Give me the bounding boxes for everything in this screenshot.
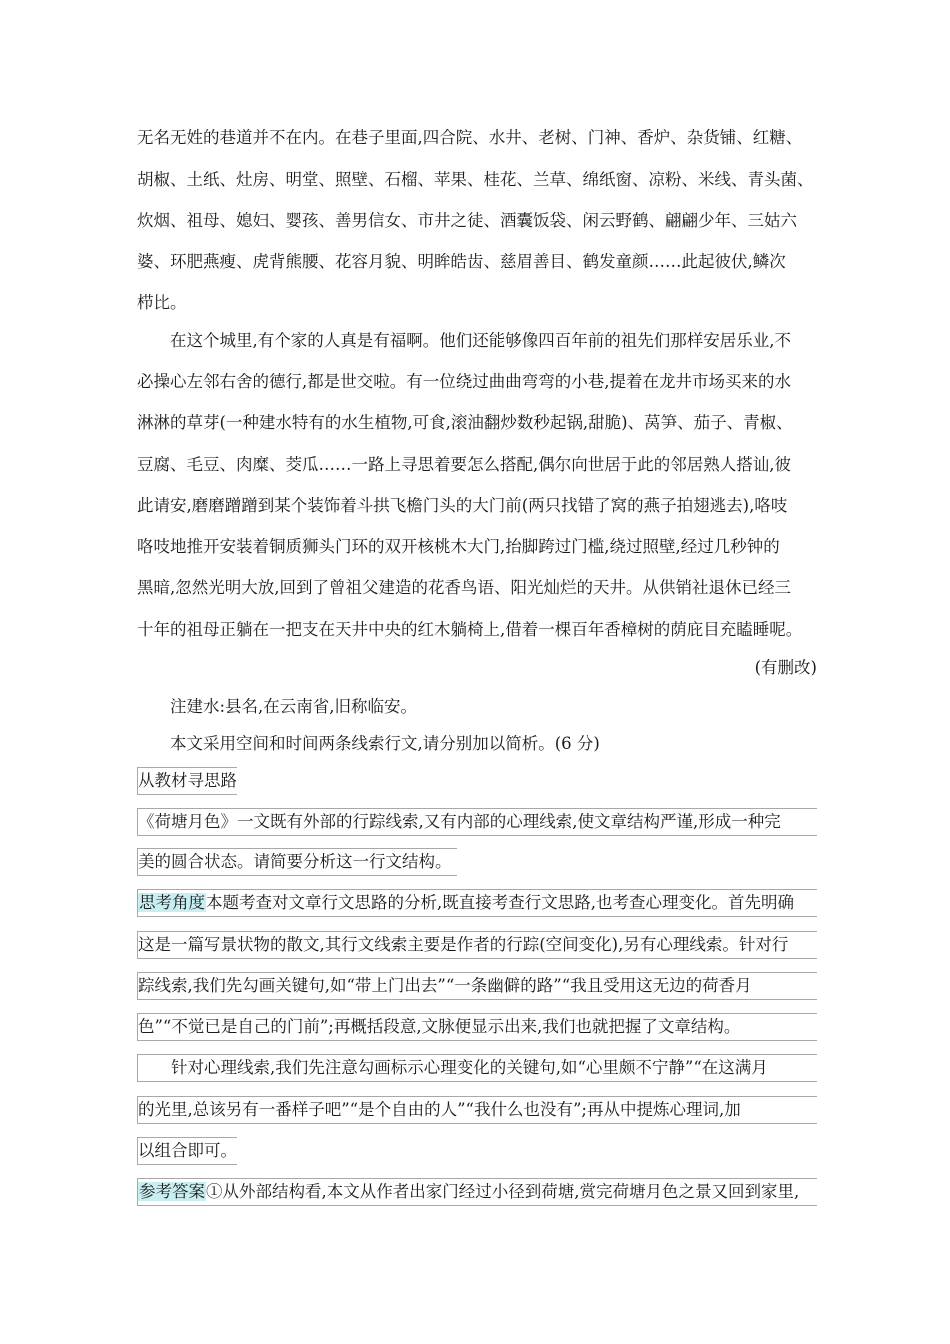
- thinking-line: 的光里,总该另有一番样子吧”“是个自由的人”“我什么也没有”;再从中提炼心理词,加: [137, 1096, 817, 1124]
- passage-line: 必操心左邻右舍的德行,都是世交啦。有一位绕过曲曲弯弯的小巷,提着在龙井市场买来的水: [137, 372, 791, 391]
- answer-text: ①从外部结构看,本文从作者出家门经过小径到荷塘,赏完荷塘月色之景又回到家里,: [206, 1182, 800, 1201]
- passage-line: 豆腐、毛豆、肉糜、茭瓜……一路上寻思着要怎么搭配,偶尔向世居于此的邻居熟人搭讪,彼: [137, 455, 791, 474]
- passage-line: 婆、环肥燕瘦、虎背熊腰、花容月貌、明眸皓齿、慈眉善目、鹤发童颜……此起彼伏,鳞次: [137, 252, 786, 271]
- passage-line: 咯吱地推开安装着铜质狮头门环的双开核桃木大门,抬脚跨过门槛,绕过照壁,经过几秒钟的: [137, 537, 780, 556]
- passage-line: 淋淋的草芽(一种建水特有的水生植物,可食,滚油翻炒数秒起锅,甜脆)、莴笋、茄子、青椒、: [137, 413, 793, 432]
- answer-first-line: [137, 1178, 817, 1206]
- thinking-line: 以组合即可。: [137, 1137, 237, 1165]
- section-heading: 从教材寻思路: [137, 767, 237, 795]
- passage-line: 栉比。: [137, 293, 187, 312]
- thinking-line: 色”“不觉已是自己的门前”;再概括段意,文脉便显示出来,我们也就把握了文章结构。: [137, 1013, 817, 1041]
- prompt-line: 美的圆合状态。请简要分析这一行文结构。: [137, 848, 457, 876]
- footnote: 注建水:县名,在云南省,旧称临安。: [170, 697, 418, 716]
- thinking-line: 这是一篇写景状物的散文,其行文线索主要是作者的行踪(空间变化),另有心理线索。针对行: [137, 931, 817, 959]
- passage-line: 炊烟、祖母、媳妇、婴孩、善男信女、市井之徒、酒囊饭袋、闲云野鹤、翩翩少年、三姑六: [137, 211, 797, 230]
- source-note: (有删改): [754, 658, 817, 677]
- thinking-line: 踪线索,我们先勾画关键句,如“带上门出去”“一条幽僻的路”“我且受用这无边的荷香月: [137, 972, 817, 1000]
- passage-line: 无名无姓的巷道并不在内。在巷子里面,四合院、水井、老树、门神、香炉、杂货铺、红糖、: [137, 128, 803, 147]
- passage-line: 黑暗,忽然光明大放,回到了曾祖父建造的花香鸟语、阳光灿烂的天井。从供销社退休已经三: [137, 578, 791, 597]
- thinking-line: 针对心理线索,我们先注意勾画标示心理变化的关键句,如“心里颇不宁静”“在这满月: [137, 1054, 817, 1082]
- passage-line: 此请安,磨磨蹭蹭到某个装饰着斗拱飞檐门头的大门前(两只找错了窝的燕子拍翅逃去),咯吱: [137, 496, 788, 515]
- passage-line: 胡椒、土纸、灶房、明堂、照壁、石榴、苹果、桂花、兰草、绵纸窗、凉粉、米线、青头菌、: [137, 170, 814, 189]
- thinking-first-line: [137, 889, 817, 917]
- thinking-tag: 思考角度: [139, 893, 205, 912]
- thinking-text: 本题考查对文章行文思路的分析,既直接考查行文思路,也考查心理变化。首先明确: [206, 893, 794, 912]
- passage-line: 十年的祖母正躺在一把支在天井中央的红木躺椅上,借着一棵百年香樟树的荫庇目充瞌睡呢。: [137, 620, 803, 639]
- passage-line: 在这个城里,有个家的人真是有福啊。他们还能够像四百年前的祖先们那样安居乐业,不: [170, 331, 791, 350]
- answer-tag: 参考答案: [139, 1182, 205, 1201]
- prompt-line: 《荷塘月色》一文既有外部的行踪线索,又有内部的心理线索,使文章结构严谨,形成一种完: [137, 808, 817, 836]
- question: 本文采用空间和时间两条线索行文,请分别加以简析。(6 分): [170, 734, 600, 753]
